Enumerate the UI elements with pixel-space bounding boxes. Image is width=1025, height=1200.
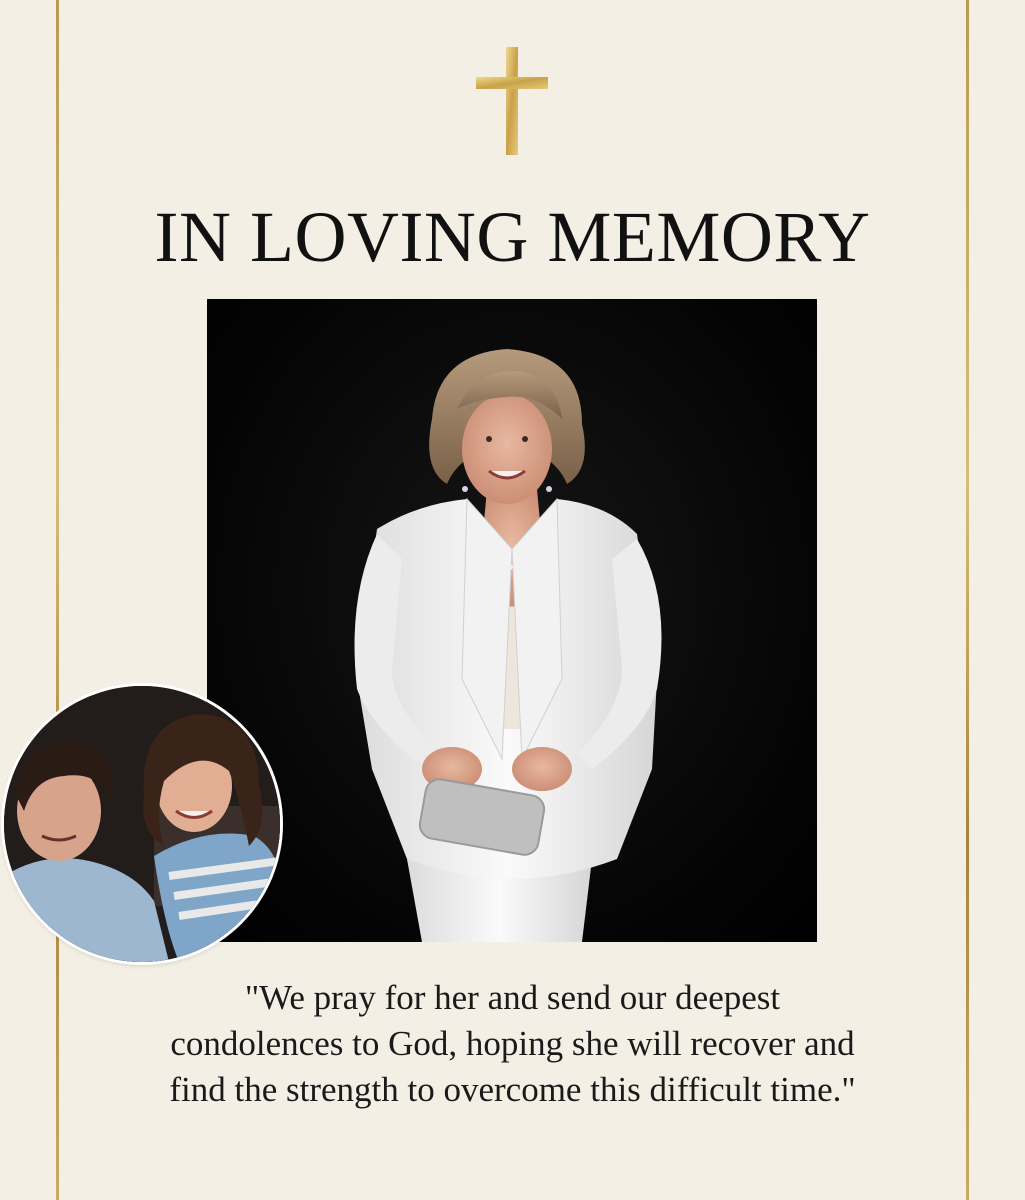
memorial-quote: "We pray for her and send our deepest condolences to God, hoping she will recover and find the strength to overcome this difficult time." bbox=[169, 978, 856, 1109]
portrait-photo bbox=[207, 299, 817, 942]
left-gold-border bbox=[56, 0, 59, 1200]
page-title: IN LOVING MEMORY bbox=[154, 197, 871, 277]
right-gold-border bbox=[966, 0, 969, 1200]
inset-photo bbox=[4, 686, 280, 962]
cross-icon bbox=[476, 47, 548, 155]
